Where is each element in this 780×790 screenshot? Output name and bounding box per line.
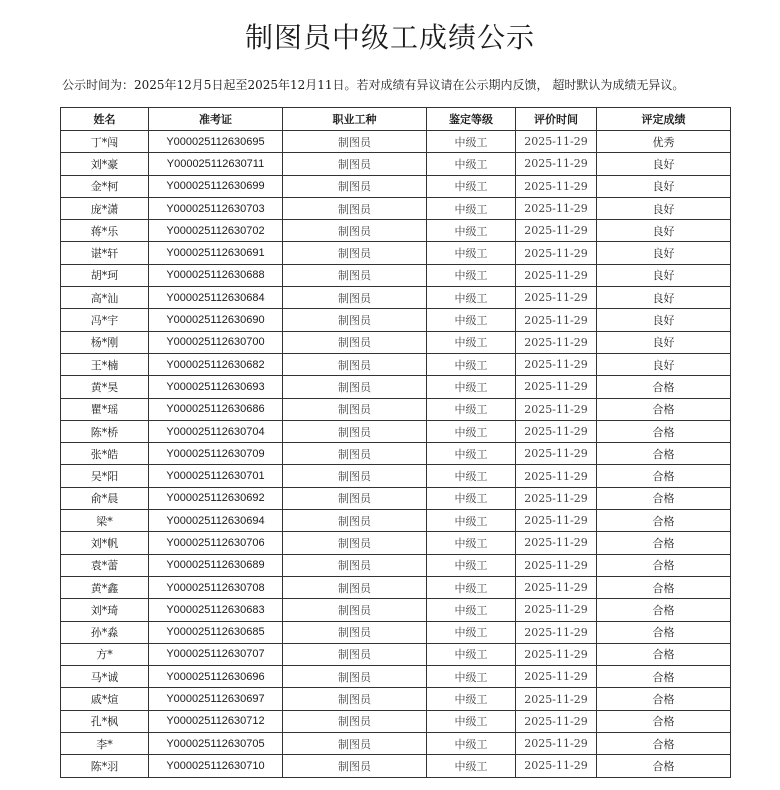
col-header-level: 鉴定等级 <box>427 108 516 131</box>
table-row <box>61 510 731 532</box>
cell-occupation: 制图员 <box>283 331 427 353</box>
cell-level: 中级工 <box>427 621 516 643</box>
col-header-exam-id: 准考证 <box>149 108 283 131</box>
cell-result: 良好 <box>597 264 731 286</box>
table-row <box>61 554 731 576</box>
table-row <box>61 353 731 375</box>
cell-exam-id: Y000025112630692 <box>149 487 283 509</box>
cell-eval-date: 2025-11-29 <box>516 465 597 487</box>
col-header-eval-date: 评价时间 <box>516 108 597 131</box>
cell-occupation: 制图员 <box>283 287 427 309</box>
cell-level: 中级工 <box>427 287 516 309</box>
cell-level: 中级工 <box>427 487 516 509</box>
cell-level: 中级工 <box>427 755 516 777</box>
cell-level: 中级工 <box>427 220 516 242</box>
cell-name: 丁*闯 <box>61 131 149 153</box>
cell-exam-id: Y000025112630700 <box>149 331 283 353</box>
cell-level: 中级工 <box>427 576 516 598</box>
cell-exam-id: Y000025112630706 <box>149 532 283 554</box>
cell-exam-id: Y000025112630705 <box>149 733 283 755</box>
cell-eval-date: 2025-11-29 <box>516 643 597 665</box>
cell-level: 中级工 <box>427 264 516 286</box>
cell-occupation: 制图员 <box>283 643 427 665</box>
cell-occupation: 制图员 <box>283 688 427 710</box>
cell-occupation: 制图员 <box>283 353 427 375</box>
cell-level: 中级工 <box>427 599 516 621</box>
cell-occupation: 制图员 <box>283 666 427 688</box>
cell-result: 合格 <box>597 733 731 755</box>
cell-name: 金*柯 <box>61 175 149 197</box>
cell-eval-date: 2025-11-29 <box>516 287 597 309</box>
table-row <box>61 376 731 398</box>
cell-eval-date: 2025-11-29 <box>516 153 597 175</box>
cell-occupation: 制图员 <box>283 242 427 264</box>
cell-level: 中级工 <box>427 309 516 331</box>
cell-result: 良好 <box>597 287 731 309</box>
cell-occupation: 制图员 <box>283 510 427 532</box>
publicity-notice: 公示时间为：2025年12月5日起至2025年12月11日。若对成绩有异议请在公示期内反馈， 超时默认为成绩无异议。 <box>62 78 685 92</box>
cell-name: 王*楠 <box>61 353 149 375</box>
cell-level: 中级工 <box>427 510 516 532</box>
cell-exam-id: Y000025112630697 <box>149 688 283 710</box>
cell-level: 中级工 <box>427 175 516 197</box>
cell-exam-id: Y000025112630707 <box>149 643 283 665</box>
cell-level: 中级工 <box>427 666 516 688</box>
cell-occupation: 制图员 <box>283 755 427 777</box>
table-row <box>61 666 731 688</box>
cell-eval-date: 2025-11-29 <box>516 353 597 375</box>
cell-occupation: 制图员 <box>283 532 427 554</box>
cell-exam-id: Y000025112630712 <box>149 710 283 732</box>
cell-eval-date: 2025-11-29 <box>516 175 597 197</box>
cell-level: 中级工 <box>427 554 516 576</box>
table-row <box>61 643 731 665</box>
cell-eval-date: 2025-11-29 <box>516 197 597 219</box>
cell-eval-date: 2025-11-29 <box>516 554 597 576</box>
cell-name: 胡*珂 <box>61 264 149 286</box>
cell-result: 合格 <box>597 599 731 621</box>
table-row <box>61 532 731 554</box>
cell-exam-id: Y000025112630686 <box>149 398 283 420</box>
cell-result: 优秀 <box>597 131 731 153</box>
table-row <box>61 131 731 153</box>
cell-result: 良好 <box>597 175 731 197</box>
cell-result: 合格 <box>597 420 731 442</box>
page-title: 制图员中级工成绩公示 <box>244 21 535 54</box>
cell-eval-date: 2025-11-29 <box>516 733 597 755</box>
cell-name: 黄*昊 <box>61 376 149 398</box>
cell-occupation: 制图员 <box>283 197 427 219</box>
cell-eval-date: 2025-11-29 <box>516 532 597 554</box>
cell-eval-date: 2025-11-29 <box>516 688 597 710</box>
cell-exam-id: Y000025112630696 <box>149 666 283 688</box>
table-row <box>61 242 731 264</box>
cell-result: 合格 <box>597 643 731 665</box>
table-row <box>61 621 731 643</box>
cell-level: 中级工 <box>427 131 516 153</box>
cell-result: 良好 <box>597 353 731 375</box>
cell-name: 俞*晨 <box>61 487 149 509</box>
cell-eval-date: 2025-11-29 <box>516 576 597 598</box>
table-row <box>61 443 731 465</box>
cell-eval-date: 2025-11-29 <box>516 599 597 621</box>
cell-occupation: 制图员 <box>283 131 427 153</box>
cell-result: 合格 <box>597 688 731 710</box>
cell-name: 刘*帆 <box>61 532 149 554</box>
cell-eval-date: 2025-11-29 <box>516 487 597 509</box>
cell-level: 中级工 <box>427 398 516 420</box>
cell-occupation: 制图员 <box>283 398 427 420</box>
cell-occupation: 制图员 <box>283 487 427 509</box>
cell-result: 合格 <box>597 576 731 598</box>
cell-occupation: 制图员 <box>283 443 427 465</box>
cell-level: 中级工 <box>427 331 516 353</box>
cell-result: 合格 <box>597 554 731 576</box>
cell-name: 蒋*乐 <box>61 220 149 242</box>
table-row <box>61 175 731 197</box>
cell-exam-id: Y000025112630684 <box>149 287 283 309</box>
cell-occupation: 制图员 <box>283 554 427 576</box>
cell-name: 马*诚 <box>61 666 149 688</box>
cell-result: 合格 <box>597 510 731 532</box>
cell-exam-id: Y000025112630708 <box>149 576 283 598</box>
cell-occupation: 制图员 <box>283 220 427 242</box>
cell-result: 合格 <box>597 710 731 732</box>
table-header <box>61 108 731 131</box>
cell-exam-id: Y000025112630710 <box>149 755 283 777</box>
cell-name: 孔*枫 <box>61 710 149 732</box>
cell-name: 黄*鑫 <box>61 576 149 598</box>
cell-exam-id: Y000025112630704 <box>149 420 283 442</box>
cell-occupation: 制图员 <box>283 733 427 755</box>
table-row <box>61 487 731 509</box>
cell-result: 良好 <box>597 197 731 219</box>
table-row <box>61 733 731 755</box>
table-row <box>61 153 731 175</box>
cell-exam-id: Y000025112630688 <box>149 264 283 286</box>
cell-eval-date: 2025-11-29 <box>516 264 597 286</box>
col-header-name: 姓名 <box>61 108 149 131</box>
table-row <box>61 331 731 353</box>
cell-name: 庞*潇 <box>61 197 149 219</box>
cell-level: 中级工 <box>427 688 516 710</box>
cell-result: 合格 <box>597 621 731 643</box>
cell-name: 冯*宇 <box>61 309 149 331</box>
cell-occupation: 制图员 <box>283 264 427 286</box>
col-header-result: 评定成绩 <box>597 108 731 131</box>
cell-name: 李* <box>61 733 149 755</box>
cell-occupation: 制图员 <box>283 309 427 331</box>
table-row <box>61 465 731 487</box>
cell-exam-id: Y000025112630685 <box>149 621 283 643</box>
cell-result: 合格 <box>597 666 731 688</box>
table-row <box>61 264 731 286</box>
cell-level: 中级工 <box>427 443 516 465</box>
cell-exam-id: Y000025112630695 <box>149 131 283 153</box>
cell-result: 合格 <box>597 443 731 465</box>
cell-eval-date: 2025-11-29 <box>516 710 597 732</box>
cell-name: 陈*羽 <box>61 755 149 777</box>
table-row <box>61 309 731 331</box>
cell-eval-date: 2025-11-29 <box>516 666 597 688</box>
header-row <box>61 108 731 131</box>
cell-occupation: 制图员 <box>283 710 427 732</box>
table-body <box>61 131 731 778</box>
cell-result: 合格 <box>597 398 731 420</box>
cell-name: 刘*豪 <box>61 153 149 175</box>
table-row <box>61 688 731 710</box>
cell-eval-date: 2025-11-29 <box>516 420 597 442</box>
table-row <box>61 287 731 309</box>
cell-result: 合格 <box>597 465 731 487</box>
score-table <box>60 107 731 778</box>
cell-occupation: 制图员 <box>283 599 427 621</box>
cell-eval-date: 2025-11-29 <box>516 331 597 353</box>
table-row <box>61 420 731 442</box>
cell-level: 中级工 <box>427 643 516 665</box>
cell-name: 方* <box>61 643 149 665</box>
cell-result: 良好 <box>597 331 731 353</box>
cell-exam-id: Y000025112630699 <box>149 175 283 197</box>
cell-eval-date: 2025-11-29 <box>516 309 597 331</box>
cell-exam-id: Y000025112630709 <box>149 443 283 465</box>
cell-exam-id: Y000025112630702 <box>149 220 283 242</box>
table-row <box>61 710 731 732</box>
cell-name: 孙*淼 <box>61 621 149 643</box>
cell-occupation: 制图员 <box>283 576 427 598</box>
table-row <box>61 197 731 219</box>
cell-exam-id: Y000025112630711 <box>149 153 283 175</box>
cell-eval-date: 2025-11-29 <box>516 621 597 643</box>
cell-exam-id: Y000025112630693 <box>149 376 283 398</box>
cell-result: 合格 <box>597 487 731 509</box>
cell-name: 高*汕 <box>61 287 149 309</box>
col-header-occupation: 职业工种 <box>283 108 427 131</box>
table-row <box>61 755 731 777</box>
cell-exam-id: Y000025112630703 <box>149 197 283 219</box>
cell-level: 中级工 <box>427 153 516 175</box>
cell-result: 良好 <box>597 220 731 242</box>
cell-name: 瞿*瑶 <box>61 398 149 420</box>
table-row <box>61 576 731 598</box>
table-row <box>61 599 731 621</box>
cell-exam-id: Y000025112630690 <box>149 309 283 331</box>
cell-exam-id: Y000025112630683 <box>149 599 283 621</box>
cell-level: 中级工 <box>427 197 516 219</box>
cell-exam-id: Y000025112630682 <box>149 353 283 375</box>
cell-name: 刘*琦 <box>61 599 149 621</box>
table-row <box>61 220 731 242</box>
cell-exam-id: Y000025112630701 <box>149 465 283 487</box>
cell-level: 中级工 <box>427 710 516 732</box>
cell-result: 合格 <box>597 532 731 554</box>
cell-occupation: 制图员 <box>283 175 427 197</box>
cell-name: 袁*蕾 <box>61 554 149 576</box>
cell-level: 中级工 <box>427 242 516 264</box>
cell-name: 梁* <box>61 510 149 532</box>
cell-eval-date: 2025-11-29 <box>516 755 597 777</box>
cell-name: 戚*煊 <box>61 688 149 710</box>
cell-result: 良好 <box>597 153 731 175</box>
cell-level: 中级工 <box>427 420 516 442</box>
cell-occupation: 制图员 <box>283 621 427 643</box>
cell-eval-date: 2025-11-29 <box>516 443 597 465</box>
cell-name: 谌*轩 <box>61 242 149 264</box>
cell-eval-date: 2025-11-29 <box>516 242 597 264</box>
cell-level: 中级工 <box>427 353 516 375</box>
cell-result: 合格 <box>597 755 731 777</box>
cell-result: 合格 <box>597 376 731 398</box>
cell-exam-id: Y000025112630689 <box>149 554 283 576</box>
cell-eval-date: 2025-11-29 <box>516 398 597 420</box>
cell-level: 中级工 <box>427 465 516 487</box>
cell-exam-id: Y000025112630694 <box>149 510 283 532</box>
cell-exam-id: Y000025112630691 <box>149 242 283 264</box>
cell-occupation: 制图员 <box>283 420 427 442</box>
cell-level: 中级工 <box>427 733 516 755</box>
cell-occupation: 制图员 <box>283 465 427 487</box>
cell-eval-date: 2025-11-29 <box>516 510 597 532</box>
cell-name: 杨*刚 <box>61 331 149 353</box>
cell-name: 陈*桥 <box>61 420 149 442</box>
cell-name: 吴*阳 <box>61 465 149 487</box>
cell-eval-date: 2025-11-29 <box>516 220 597 242</box>
cell-occupation: 制图员 <box>283 376 427 398</box>
cell-result: 良好 <box>597 242 731 264</box>
cell-eval-date: 2025-11-29 <box>516 131 597 153</box>
cell-eval-date: 2025-11-29 <box>516 376 597 398</box>
cell-occupation: 制图员 <box>283 153 427 175</box>
cell-level: 中级工 <box>427 376 516 398</box>
table-row <box>61 398 731 420</box>
cell-result: 良好 <box>597 309 731 331</box>
cell-level: 中级工 <box>427 532 516 554</box>
cell-name: 张*皓 <box>61 443 149 465</box>
